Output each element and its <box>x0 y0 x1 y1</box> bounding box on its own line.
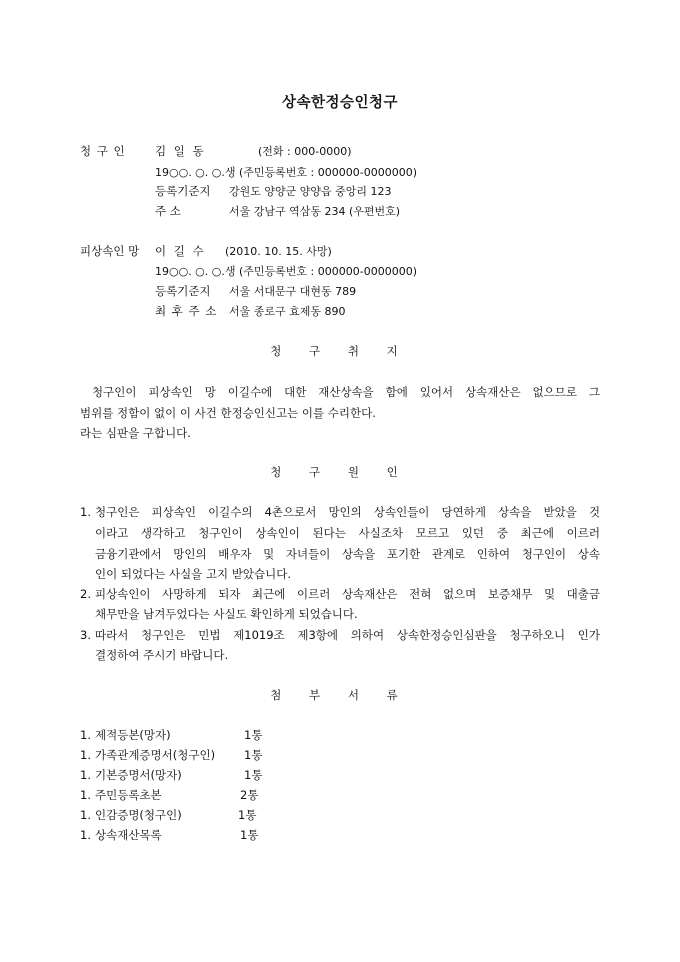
claimant-birth: 19○○. ○. ○.생 (주민등록번호 : 000000-0000000) <box>155 166 417 179</box>
attachments-heading: 첨 부 서 류 <box>270 688 410 702</box>
cause-item-line: 이라고 생각하고 청구인이 상속인이 된다는 사실조차 모르고 있던 중 최근에 이르러 <box>95 526 600 540</box>
claimant-addr-label: 주 소 <box>155 204 181 218</box>
attachment-name: 주민등록초본 <box>95 788 162 802</box>
attachment-count: 2통 <box>240 788 259 802</box>
attachment-count: 1통 <box>240 828 259 842</box>
cause-item-line: 따라서 청구인은 민법 제1019조 제3항에 의하여 상속한정승인심판을 청구하오니 인가 <box>95 628 600 642</box>
purpose-line-2: 범위를 정함이 없이 이 사건 한정승인신고는 이를 수리한다. <box>80 406 376 420</box>
attachment-count: 1통 <box>238 808 257 822</box>
attachment-number: 1. <box>80 828 91 842</box>
attachment-number: 1. <box>80 788 91 802</box>
cause-item-number: 1. <box>80 505 91 519</box>
cause-item-line: 청구인은 피상속인 이길수의 4촌으로서 망인의 상속인들이 당연하게 상속을 받았을 것 <box>95 505 600 519</box>
cause-item-number: 2. <box>80 587 91 601</box>
deceased-name: 이 길 수 <box>155 244 206 258</box>
attachment-name: 인감증명(청구인) <box>95 808 182 822</box>
attachment-number: 1. <box>80 768 91 782</box>
attachment-count: 1통 <box>244 748 263 762</box>
deceased-reg-value: 서울 서대문구 대현동 789 <box>229 285 357 298</box>
attachment-count: 1통 <box>244 768 263 782</box>
claimant-label: 청 구 인 <box>80 144 126 158</box>
cause-item-line: 결정하여 주시기 바랍니다. <box>95 648 229 662</box>
attachment-number: 1. <box>80 748 91 762</box>
cause-item-number: 3. <box>80 628 91 642</box>
document-title: 상속한정승인청구 <box>281 95 399 111</box>
claimant-phone: (전화 : 000-0000) <box>258 145 352 158</box>
purpose-line-1: 청구인이 피상속인 망 이길수에 대한 재산상속을 함에 있어서 상속재산은 없으므로 그 <box>92 385 600 399</box>
attachment-name: 제적등본(망자) <box>95 728 171 742</box>
deceased-reg-label: 등록기준지 <box>155 284 211 298</box>
cause-heading: 청 구 원 인 <box>270 465 410 479</box>
attachment-name: 상속재산목록 <box>95 828 162 842</box>
purpose-line-3: 라는 심판을 구합니다. <box>80 426 191 440</box>
claimant-name: 김 일 동 <box>155 144 206 158</box>
claimant-addr-value: 서울 강남구 역삼동 234 (우편번호) <box>229 205 401 218</box>
attachment-name: 기본증명서(망자) <box>95 768 182 782</box>
deceased-label: 피상속인 망 <box>80 244 140 258</box>
attachment-count: 1통 <box>244 728 263 742</box>
deceased-addr-value: 서울 종로구 효제동 890 <box>229 305 346 318</box>
attachment-name: 가족관계증명서(청구인) <box>95 748 216 762</box>
cause-item-line: 채무만을 남겨두었다는 사실도 확인하게 되었습니다. <box>95 607 358 621</box>
claimant-reg-value: 강원도 양양군 양양읍 중앙리 123 <box>229 185 392 198</box>
claimant-reg-label: 등록기준지 <box>155 184 211 198</box>
attachment-number: 1. <box>80 808 91 822</box>
cause-item-line: 피상속인이 사망하게 되자 최근에 이르러 상속재산은 전혀 없으며 보증채무 및 대출금 <box>95 587 600 601</box>
attachment-number: 1. <box>80 728 91 742</box>
deceased-birth: 19○○. ○. ○.생 (주민등록번호 : 000000-0000000) <box>155 265 417 278</box>
deceased-death: (2010. 10. 15. 사망) <box>225 245 332 258</box>
deceased-addr-label: 최 후 주 소 <box>155 304 218 318</box>
cause-item-line: 금융기관에서 망인의 배우자 및 자녀들이 상속을 포기한 관계로 인하여 청구인이 상속 <box>95 547 600 561</box>
purpose-heading: 청 구 취 지 <box>270 344 410 358</box>
cause-item-line: 인이 되었다는 사실을 고지 받았습니다. <box>95 567 292 581</box>
